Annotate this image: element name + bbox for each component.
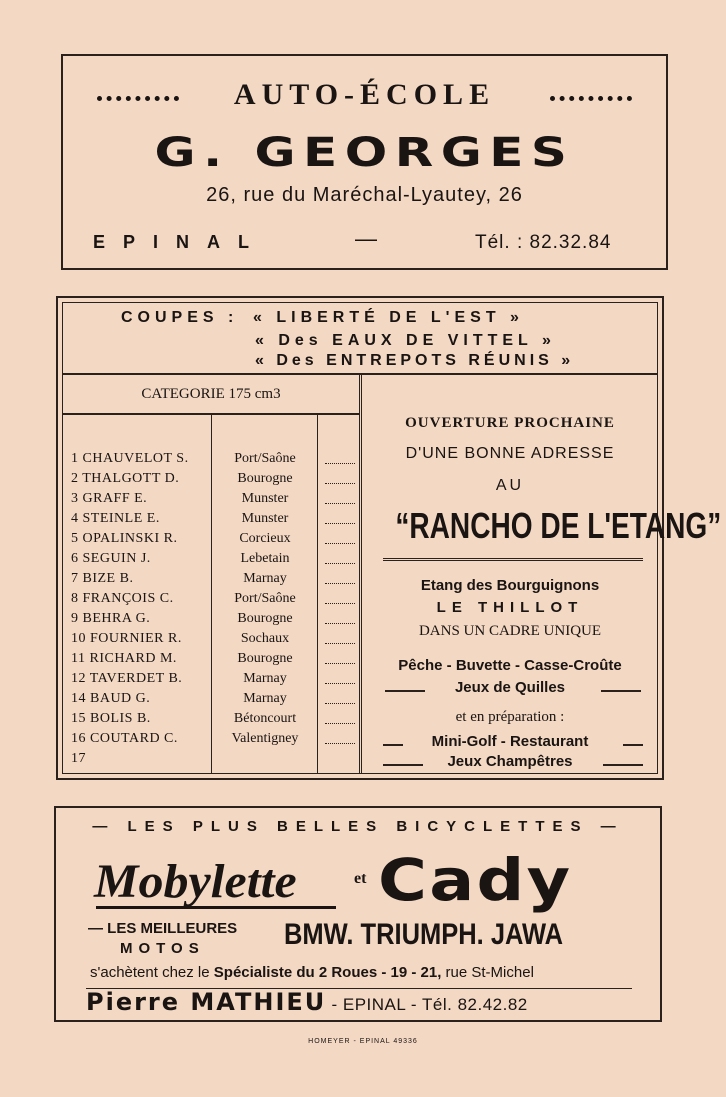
rider-town: Bourogne bbox=[237, 471, 293, 486]
rancho-place1: Etang des Bourguignons bbox=[420, 577, 600, 594]
race-program-inner bbox=[62, 302, 722, 774]
rider-row bbox=[63, 671, 359, 691]
rider-town: Marnay bbox=[243, 571, 287, 586]
result-blank bbox=[325, 743, 355, 744]
rule bbox=[383, 744, 403, 746]
ad-tel: Tél. : 82.32.84 bbox=[475, 232, 612, 253]
result-blank bbox=[325, 663, 355, 664]
rancho-prep2: Jeux Champêtres bbox=[447, 753, 573, 770]
rider-name: 12 TAVERDET B. bbox=[71, 671, 183, 686]
rider-town: Bourogne bbox=[237, 611, 293, 626]
rider-town: Munster bbox=[241, 491, 289, 506]
rider-name: 7 BIZE B. bbox=[71, 571, 134, 586]
rider-town: Marnay bbox=[243, 691, 287, 706]
rider-name: 9 BEHRA G. bbox=[71, 611, 151, 626]
coupes-label: COUPES : bbox=[121, 309, 239, 326]
rider-name: 1 CHAUVELOT S. bbox=[71, 451, 189, 466]
rider-row bbox=[63, 631, 359, 651]
rancho-services1: Pêche - Buvette - Casse-Croûte bbox=[398, 657, 622, 674]
rancho-name: “RANCHO DE L'ETANG” bbox=[395, 505, 722, 546]
ad-city: EPINAL bbox=[93, 232, 268, 252]
rider-town: Port/Saône bbox=[234, 591, 296, 606]
rider-row bbox=[63, 731, 359, 751]
rider-row bbox=[63, 651, 359, 671]
rancho-ad bbox=[363, 375, 722, 773]
rule bbox=[623, 744, 643, 746]
rider-name: 15 BOLIS B. bbox=[71, 711, 151, 726]
ad-title: AUTO-ÉCOLE bbox=[233, 78, 496, 111]
bikes-buy-line bbox=[90, 964, 534, 981]
result-blank bbox=[325, 703, 355, 704]
rule bbox=[385, 690, 425, 692]
rider-row bbox=[63, 611, 359, 631]
rancho-place2: LE THILLOT bbox=[436, 599, 584, 616]
rider-row bbox=[63, 751, 359, 771]
rancho-line2: D'UNE BONNE ADRESSE bbox=[405, 445, 615, 462]
printer-mark: HOMEYER - EPINAL 49336 bbox=[308, 1038, 418, 1045]
rider-row bbox=[63, 551, 359, 571]
rider-town: Munster bbox=[241, 511, 289, 526]
rancho-place3: DANS UN CADRE UNIQUE bbox=[418, 623, 602, 639]
coupes-header bbox=[63, 303, 657, 375]
auto-ecole-ad bbox=[61, 54, 668, 270]
result-blank bbox=[325, 623, 355, 624]
rider-town: Marnay bbox=[243, 671, 287, 686]
rider-name: 5 OPALINSKI R. bbox=[71, 531, 178, 546]
result-blank bbox=[325, 563, 355, 564]
rider-name: 14 BAUD G. bbox=[71, 691, 151, 706]
buy-pre: s'achètent chez le bbox=[90, 964, 214, 981]
rider-row bbox=[63, 471, 359, 491]
ad-dash: — bbox=[355, 226, 377, 251]
pierre-tail: - EPINAL - Tél. 82.42.82 bbox=[326, 995, 528, 1014]
rider-row bbox=[63, 571, 359, 591]
rider-town: Lebetain bbox=[240, 551, 290, 566]
rider-name: 8 FRANÇOIS C. bbox=[71, 591, 174, 606]
category-title: CATEGORIE 175 cm3 bbox=[63, 375, 359, 415]
category-table bbox=[63, 375, 362, 773]
rider-name: 3 GRAFF E. bbox=[71, 491, 148, 506]
ad-name: G. GEORGES bbox=[154, 130, 575, 176]
rule bbox=[383, 764, 423, 766]
rider-town: Corcieux bbox=[239, 531, 291, 546]
moto-brands: BMW. TRIUMPH. JAWA bbox=[284, 918, 564, 951]
rider-name: 10 FOURNIER R. bbox=[71, 631, 182, 646]
bikes-headline: — LES PLUS BELLES BICYCLETTES — bbox=[92, 818, 624, 835]
rider-row bbox=[63, 531, 359, 551]
result-blank bbox=[325, 543, 355, 544]
result-blank bbox=[325, 583, 355, 584]
coupe-2: « Des EAUX DE VITTEL » bbox=[255, 332, 556, 349]
rider-name: 16 COUTARD C. bbox=[71, 731, 178, 746]
rider-row bbox=[63, 491, 359, 511]
result-blank bbox=[325, 463, 355, 464]
pierre-mathieu bbox=[86, 988, 528, 1016]
meilleures-line1: — LES MEILLEURES bbox=[88, 920, 238, 937]
rancho-line3: AU bbox=[495, 477, 525, 494]
buy-bold: Spécialiste du 2 Roues - 19 - 21, bbox=[213, 964, 442, 981]
rider-town: Bétoncourt bbox=[233, 711, 297, 726]
result-blank bbox=[325, 643, 355, 644]
result-blank bbox=[325, 603, 355, 604]
result-blank bbox=[325, 503, 355, 504]
ad-address: 26, rue du Maréchal-Lyautey, 26 bbox=[206, 184, 523, 206]
result-blank bbox=[325, 483, 355, 484]
rancho-services2: Jeux de Quilles bbox=[454, 679, 566, 696]
rider-town: Sochaux bbox=[240, 631, 290, 646]
mobylette-logo: Mobylette bbox=[94, 854, 297, 908]
rider-row bbox=[63, 511, 359, 531]
rider-town: Valentigney bbox=[231, 731, 299, 746]
rancho-prep: et en préparation : bbox=[455, 709, 565, 725]
rider-name: 17 bbox=[71, 751, 86, 766]
rule bbox=[601, 690, 641, 692]
result-blank bbox=[325, 683, 355, 684]
coupe-1: « LIBERTÉ DE L'EST » bbox=[253, 309, 524, 326]
rider-town: Port/Saône bbox=[234, 451, 296, 466]
rider-name: 2 THALGOTT D. bbox=[71, 471, 180, 486]
buy-post: rue St-Michel bbox=[441, 964, 534, 981]
rider-row bbox=[63, 691, 359, 711]
bicycles-ad bbox=[54, 806, 662, 1022]
rider-name: 11 RICHARD M. bbox=[71, 651, 177, 666]
rancho-prep1: Mini-Golf - Restaurant bbox=[431, 733, 589, 750]
rancho-line1: OUVERTURE PROCHAINE bbox=[405, 415, 615, 431]
bikes-et: et bbox=[354, 870, 367, 887]
cady-logo: Cady bbox=[378, 846, 573, 914]
mobylette-underline bbox=[96, 906, 336, 909]
rancho-underline bbox=[383, 558, 643, 561]
rule bbox=[603, 764, 643, 766]
rider-row bbox=[63, 591, 359, 611]
rider-name: 6 SEGUIN J. bbox=[71, 551, 151, 566]
meilleures-line2: MOTOS bbox=[120, 940, 205, 957]
result-blank bbox=[325, 523, 355, 524]
coupe-3: « Des ENTREPOTS RÉUNIS » bbox=[255, 352, 575, 369]
rider-row bbox=[63, 711, 359, 731]
race-program-box bbox=[56, 296, 722, 780]
pierre-name: Pierre MATHIEU bbox=[86, 988, 327, 1016]
rider-name: 4 STEINLE E. bbox=[71, 511, 160, 526]
rider-town: Bourogne bbox=[237, 651, 293, 666]
result-blank bbox=[325, 723, 355, 724]
rider-row bbox=[63, 451, 359, 471]
